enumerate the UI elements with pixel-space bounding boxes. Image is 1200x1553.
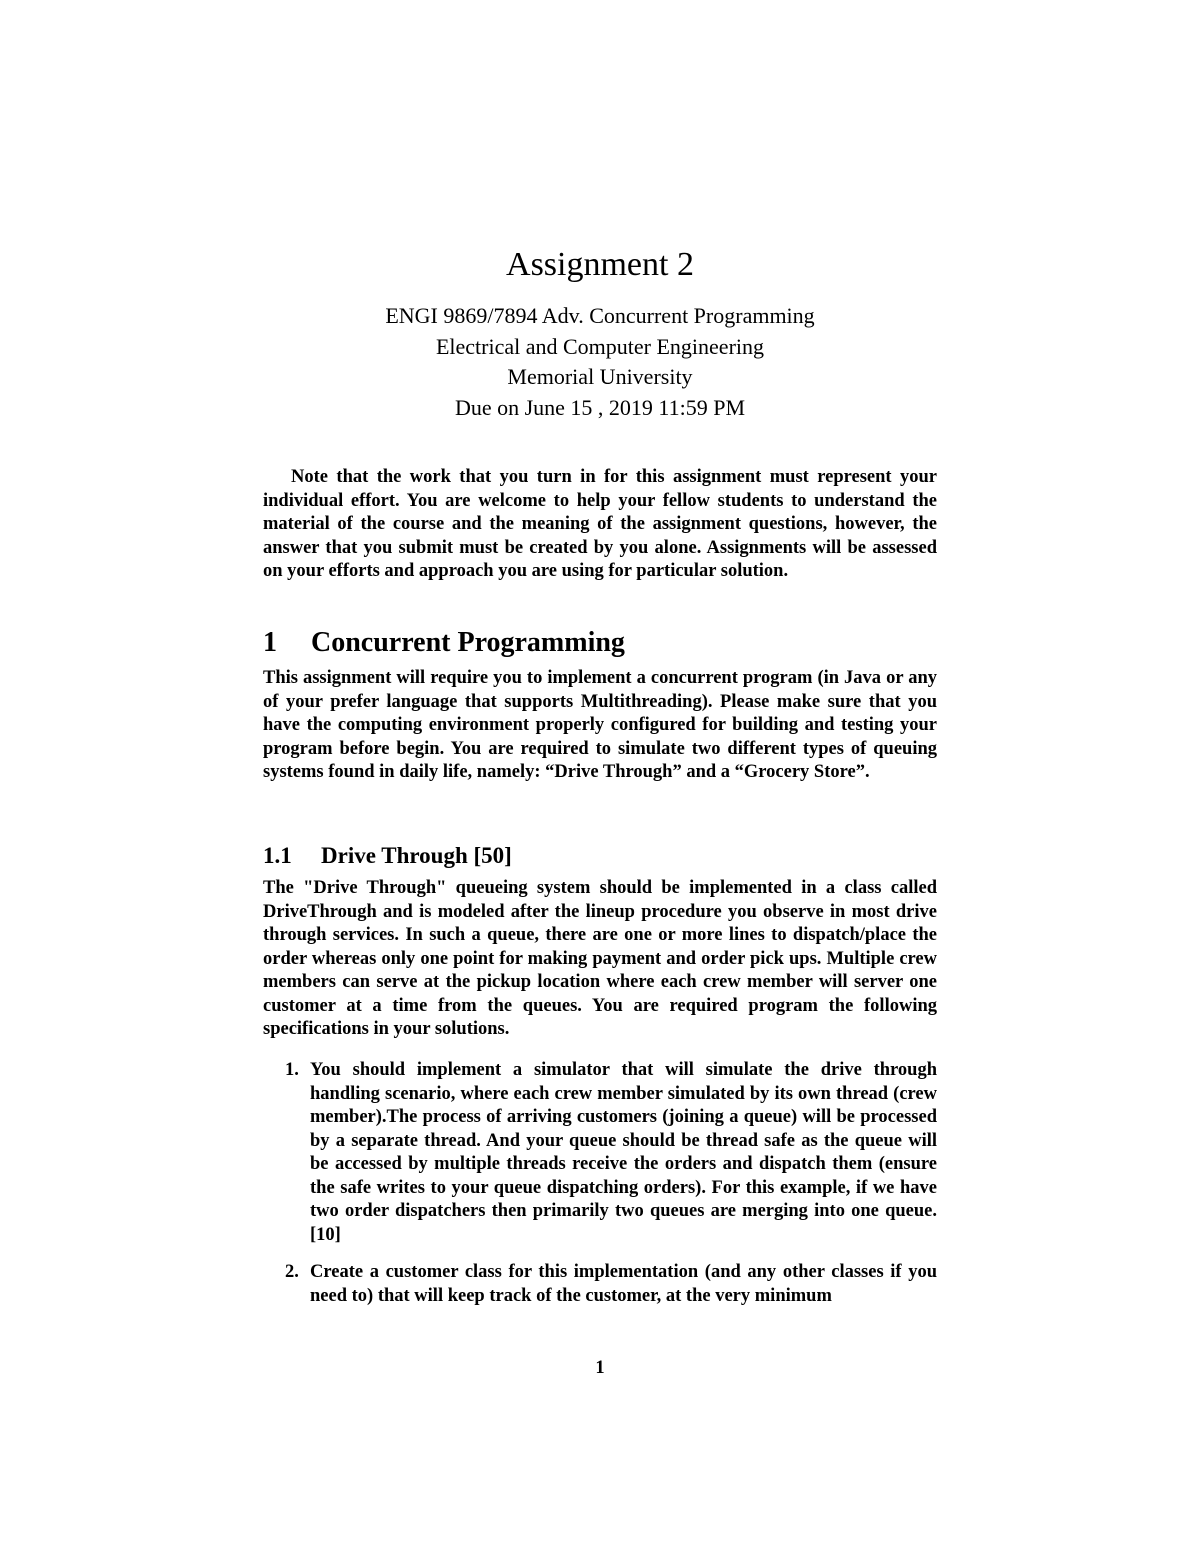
subsection-title: Drive Through [50] bbox=[321, 843, 512, 868]
document-header-info bbox=[0, 301, 1200, 423]
department-name: Electrical and Computer Engineering bbox=[435, 333, 765, 359]
document-title: Assignment 2 bbox=[506, 246, 694, 283]
list-item-marker: 2. bbox=[285, 1262, 299, 1282]
list-item bbox=[263, 1261, 937, 1308]
page-number: 1 bbox=[595, 1358, 605, 1378]
integrity-note: Note that the work that you turn in for this assignment must represent your individual effort. You are welcome to help your fellow students to understand the material of the course and the meaning of the assignment questions, however, the answer that you submit must be created by you alone. Assignments will be assessed on your efforts and approach you are using for particular solution. bbox=[263, 467, 937, 581]
due-date: Due on June 15 , 2019 11:59 PM bbox=[454, 394, 746, 420]
subsection-paragraph: The "Drive Through" queueing system should be implemented in a class called DriveThrough and is modeled after the lineup procedure you observe in most drive through services. In such a queue, there are one or more lines to dispatch/place the order whereas only one point for making payment and order pick ups. Multiple crew members can serve at the pickup location where each crew member will server one customer at a time from the queues. You are required program the following specifications in your solutions. bbox=[263, 878, 937, 1039]
requirements-list bbox=[263, 1059, 937, 1322]
section-intro-paragraph: This assignment will require you to implement a concurrent program (in Java or any of your prefer language that supports Multithreading). Please make sure that you have the computing environment properly configured for building and testing your program before begin. You are required to simulate two different types of queuing systems found in daily life, namely: “Drive Through” and a “Grocery Store”. bbox=[263, 668, 937, 782]
list-item-text: Create a customer class for this implementation (and any other classes if you need to) that will keep track of the customer, at the very minimum bbox=[310, 1262, 937, 1306]
list-item-marker: 1. bbox=[285, 1060, 299, 1080]
list-item bbox=[263, 1059, 937, 1247]
course-name: ENGI 9869/7894 Adv. Concurrent Programming bbox=[385, 303, 815, 328]
list-item-text: You should implement a simulator that will simulate the drive through handling scenario, where each crew member simulated by its own thread (crew member).The process of arriving customers (joining a queue) will be processed by a separate thread. And your queue should be thread safe as the queue will be accessed by multiple threads receive the orders and dispatch them (ensure the safe writes to your queue dispatching orders). For this example, if we have two order dispatchers then primarily two queues are merging into one queue. [10] bbox=[310, 1060, 937, 1245]
section-heading-concurrent-programming bbox=[263, 624, 937, 662]
subsection-heading-drive-through bbox=[263, 840, 937, 872]
section-title: Concurrent Programming bbox=[311, 627, 625, 658]
university-name: Memorial University bbox=[507, 364, 693, 389]
section-number: 1 bbox=[263, 627, 277, 658]
subsection-number: 1.1 bbox=[263, 843, 292, 868]
